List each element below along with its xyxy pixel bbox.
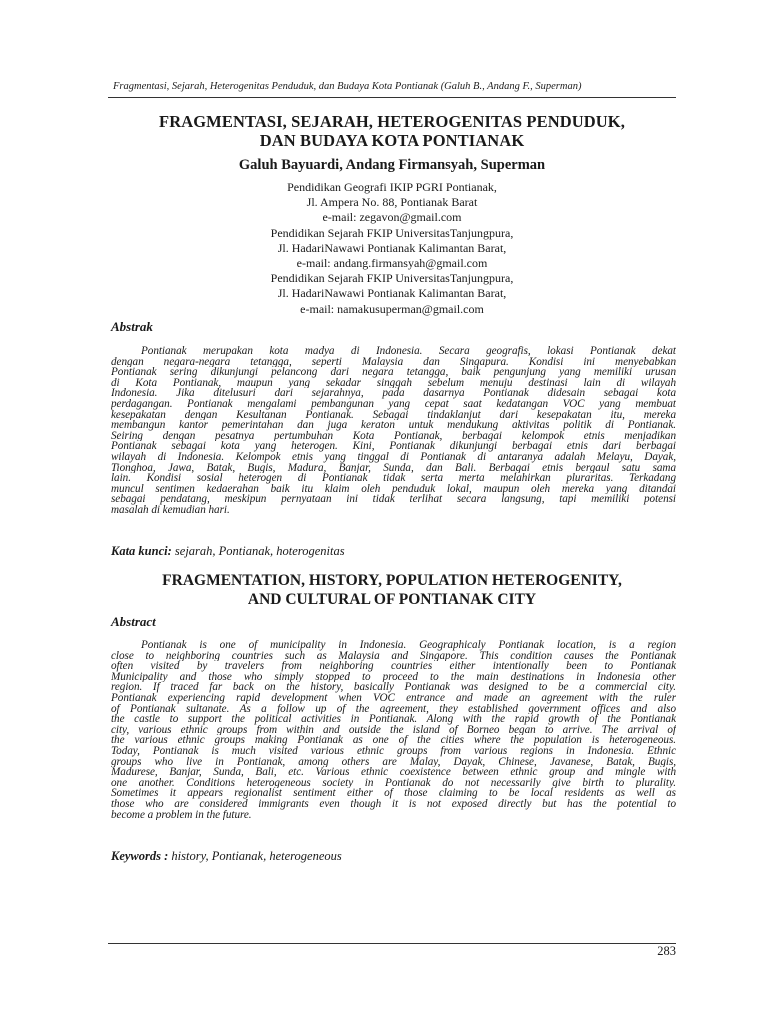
abstract-line: groups who live in Pontianak, among others are Malay, Dayak, Chinese, Javanese, Batak, Bugis, (111, 756, 676, 768)
keywords-text: history, Pontianak, heterogeneous (168, 849, 342, 863)
abstract-line: one another. Conditions heterogeneous society in Pontianak do not necessarily give birth to plurality. (111, 777, 676, 789)
affiliation-line: Jl. HadariNawawi Pontianak Kalimantan Barat, (277, 286, 507, 301)
authors: Galuh Bayuardi, Andang Firmansyah, Superman (238, 157, 546, 173)
abstrak-line: Tionghoa, Jawa, Batak, Bugis, Madura, Banjar, Sunda, dan Bali. Berbagai etnis bergaul satu sama (111, 462, 676, 474)
affiliation-line: Jl. HadariNawawi Pontianak Kalimantan Barat, (277, 240, 507, 255)
abstrak-line: dengan negara-negara tetangga, seperti Malaysia dan Singapura. Kondisi ini menyebabkan (111, 356, 676, 368)
kata-kunci-label: Kata kunci: (111, 544, 172, 558)
keywords (111, 849, 342, 864)
page-number: 283 (657, 944, 676, 958)
abstrak-line: di Kota Pontianak, maupun yang sekadar singgah sebelum menuju destinasi lain di wilayah (111, 377, 676, 389)
english-title-line-2: AND CULTURAL OF PONTIANAK CITY (247, 591, 537, 608)
abstract-line: Pontianak experiencing rapid development when VOC entrance and made an agreement with the ruler (111, 692, 676, 704)
abstract-line: become a problem in the future. (111, 809, 252, 821)
abstrak-line: membangun kantor pemerintahan dan juga keraton untuk mendukung aktivitas politik di Pontianak. (111, 420, 676, 431)
abstract-line: often visited by travelers from neighboring countries either intentionally been to Pontianak (111, 661, 676, 672)
abstract-line: close to neighboring countries such as Malaysia and Singapore. This condition causes the Pontianak (111, 650, 676, 662)
english-title-line-1: FRAGMENTATION, HISTORY, POPULATION HETEROGENITY, (162, 572, 622, 589)
abstrak-heading: Abstrak (111, 319, 153, 334)
affiliation-email: e-mail: andang.firmansyah@gmail.com (296, 256, 488, 271)
abstrak-line: Pontianak merupakan kota madya di Indonesia. Secara geografis, lokasi Pontianak dekat (141, 346, 676, 357)
abstract-line: Municipality and those who simply stopped to proceed to the main destinations in Indonesia other (111, 671, 676, 683)
affiliation-line: Pendidikan Sejarah FKIP UniversitasTanjungpura, (270, 225, 514, 240)
abstrak-line: lain. Kondisi sosial heterogen di Pontianak tidak serta merta melahirkan pluraritas. Terkadang (111, 473, 676, 484)
abstract-line: the various ethnic groups making Pontianak as one of the cities where the population is heterogeneous. (111, 735, 676, 746)
abstract-line: of Pontianak sultanate. As a follow up of the agreement, they established government offices and also (111, 703, 676, 715)
kata-kunci (111, 544, 345, 559)
abstrak-line: sebagai pendatang, meskipun pernyataan ini tidak terlihat secara langsung, tapi memiliki potensi (111, 494, 676, 505)
abstract-line: the castle to support the political activities in Pontianak. Along with the rapid growth of the Pontianak (111, 714, 676, 725)
abstract-body (111, 640, 676, 820)
abstrak-line: Indonesia. Jika ditelusuri dari sejarahnya, pada dasarnya Pontianak didesain sebagai kota (111, 388, 676, 399)
running-head: Fragmentasi, Sejarah, Heterogenitas Penduduk, dan Budaya Kota Pontianak (Galuh B., Andang F., Superman) (113, 81, 582, 92)
abstrak-line: wilayah di Indonesia. Kelompok etnis yang tinggal di Pontianak di antaranya adalah Melayu, Dayak, (111, 451, 676, 463)
abstract-heading: Abstract (111, 614, 156, 629)
paper-title-line-2: DAN BUDAYA KOTA PONTIANAK (259, 131, 525, 150)
abstrak-line: Pontianak sebagai kota yang heterogen. Kini, Pontianak dikunjungi berbagai etnis dari berbagai (111, 441, 676, 452)
abstract-line: Madurese, Banjar, Sunda, Bali, etc. Various ethnic coexistence between ethnic group and mingle with (111, 767, 676, 778)
footer-rule (108, 943, 676, 944)
abstract-line: city, various ethnic groups from within and outside the island of Borneo began to arrive. The arrival of (111, 724, 676, 736)
header-rule (108, 97, 676, 98)
paper-title-line-1: FRAGMENTASI, SEJARAH, HETEROGENITAS PENDUDUK, (159, 112, 625, 131)
affiliation-email: e-mail: zegavon@gmail.com (322, 210, 462, 225)
affiliation-email: e-mail: namakusuperman@gmail.com (300, 301, 484, 316)
abstrak-line: masalah di kemudian hari. (111, 504, 230, 516)
abstrak-body (111, 346, 676, 516)
abstrak-line: perdagangan. Pontianak mengalami pembangunan yang cepat saat kedatangan VOC yang membuat (111, 398, 676, 410)
affiliation-line: Jl. Ampera No. 88, Pontianak Barat (306, 195, 478, 210)
abstrak-line: Seiring dengan pesatnya pertumbuhan Kota Pontianak, berbagai kelompok etnis menjadikan (111, 430, 676, 442)
abstract-line: region. If traced far back on the history, basically Pontianak was designed to be a commercial city. (111, 682, 676, 693)
abstrak-line: muncul sentimen kedaerahan baik itu klaim oleh penduduk lokal, maupun oleh mereka yang ditandai (111, 483, 676, 495)
keywords-label: Keywords : (111, 849, 169, 863)
abstract-line: Sometimes it appears regionalist sentiment either of those claiming to be local residents as well as (111, 788, 676, 799)
affiliation-line: Pendidikan Geografi IKIP PGRI Pontianak, (287, 180, 497, 194)
english-title (108, 571, 676, 609)
abstract-line: those who are considered immigrants even though it is not exposed directly but has the potential to (111, 798, 676, 810)
kata-kunci-text: sejarah, Pontianak, hoterogenitas (171, 544, 345, 558)
affiliations (108, 180, 676, 317)
affiliation-line: Pendidikan Sejarah FKIP UniversitasTanjungpura, (270, 271, 514, 286)
abstrak-line: kesepakatan dengan Kesultanan Pontianak. Sebagai tindaklanjut dari kesepakatan itu, mereka (111, 409, 676, 421)
abstract-line: Today, Pontianak is much visited various ethnic groups from various regions in Indonesia. Ethnic (111, 745, 676, 757)
abstract-line: Pontianak is one of municipality in Indonesia. Geographicaly Pontianak location, is a region (141, 640, 676, 651)
paper-title (108, 112, 676, 150)
abstrak-line: Pontianak sering dikunjungi pelancong dari negara tetangga, baik pengunjung yang memiliki urusan (111, 367, 676, 378)
